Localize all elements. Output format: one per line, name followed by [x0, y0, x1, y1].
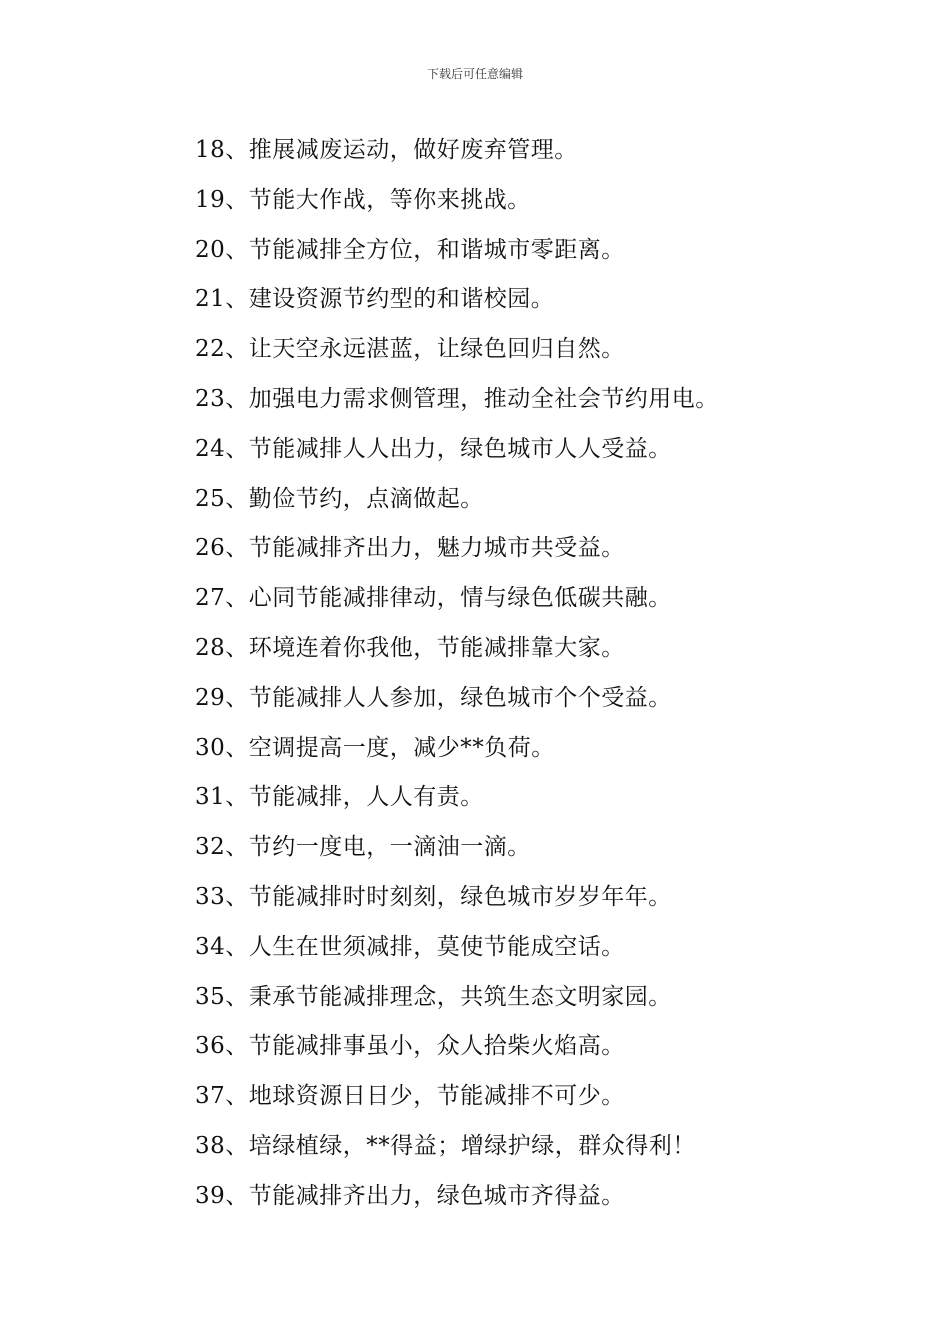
- item-text: 节能减排全方位，和谐城市零距离。: [248, 236, 625, 263]
- list-item: [195, 877, 915, 927]
- item-separator: 、: [225, 585, 249, 612]
- list-item: [195, 1076, 915, 1126]
- list-item: [195, 1176, 915, 1226]
- item-number: 37: [195, 1083, 226, 1110]
- list-item: [195, 678, 915, 728]
- item-separator: 、: [225, 1033, 249, 1060]
- item-text: 节能减排，人人有责。: [248, 784, 484, 811]
- item-number: 32: [195, 834, 226, 861]
- slogan-list: [195, 130, 915, 1226]
- item-separator: 、: [225, 186, 249, 213]
- item-text: 空调提高一度，减少**负荷。: [248, 734, 555, 761]
- item-text: 加强电力需求侧管理，推动全社会节约用电。: [248, 385, 719, 412]
- item-separator: 、: [225, 535, 249, 562]
- item-text: 勤俭节约，点滴做起。: [248, 485, 484, 512]
- item-number: 28: [195, 634, 226, 661]
- list-item: [195, 528, 915, 578]
- item-separator: 、: [225, 385, 249, 412]
- list-item: [195, 927, 915, 977]
- item-separator: 、: [225, 983, 249, 1010]
- list-item: [195, 230, 915, 280]
- item-separator: 、: [225, 1083, 249, 1110]
- item-text: 节能减排齐出力，魅力城市共受益。: [248, 535, 625, 562]
- item-text: 心同节能减排律动，情与绿色低碳共融。: [248, 585, 672, 612]
- item-number: 18: [195, 137, 226, 163]
- item-number: 33: [195, 883, 226, 910]
- item-text: 节能减排人人参加，绿色城市个个受益。: [248, 684, 672, 711]
- item-text: 让天空永远湛蓝，让绿色回归自然。: [248, 336, 625, 363]
- list-item: [195, 329, 915, 379]
- item-separator: 、: [225, 435, 249, 462]
- list-item: [195, 1126, 915, 1176]
- page-header: 下载后可任意编辑: [426, 67, 523, 81]
- item-number: 36: [195, 1033, 226, 1060]
- item-number: 19: [195, 186, 226, 213]
- list-item: [195, 180, 915, 230]
- item-number: 20: [195, 236, 226, 263]
- item-number: 30: [195, 734, 226, 761]
- item-separator: 、: [225, 834, 249, 861]
- item-text: 节能减排事虽小，众人拾柴火焰高。: [248, 1033, 625, 1060]
- item-separator: 、: [225, 137, 249, 163]
- item-number: 31: [195, 784, 226, 811]
- item-number: 23: [195, 385, 226, 412]
- item-text: 推展减废运动，做好废弃管理。: [248, 137, 578, 163]
- item-number: 34: [195, 933, 226, 960]
- list-item: [195, 479, 915, 529]
- item-number: 38: [195, 1132, 226, 1159]
- item-separator: 、: [225, 1132, 249, 1159]
- item-text: 秉承节能减排理念，共筑生态文明家园。: [248, 983, 672, 1010]
- item-separator: 、: [225, 236, 249, 263]
- item-separator: 、: [225, 336, 249, 363]
- item-number: 24: [195, 435, 226, 462]
- item-separator: 、: [225, 784, 249, 811]
- item-number: 27: [195, 585, 226, 612]
- list-item: [195, 628, 915, 678]
- item-text: 节约一度电，一滴油一滴。: [248, 834, 531, 861]
- item-text: 地球资源日日少，节能减排不可少。: [248, 1083, 625, 1110]
- item-text: 建设资源节约型的和谐校园。: [248, 286, 555, 313]
- list-item: [195, 1026, 915, 1076]
- list-item: [195, 777, 915, 827]
- list-item: [195, 130, 915, 180]
- item-separator: 、: [225, 1182, 249, 1209]
- item-text: 节能大作战，等你来挑战。: [248, 186, 531, 213]
- list-item: [195, 279, 915, 329]
- item-separator: 、: [225, 684, 249, 711]
- item-number: 26: [195, 535, 226, 562]
- item-number: 22: [195, 336, 226, 363]
- item-separator: 、: [225, 286, 249, 313]
- item-text: 节能减排齐出力，绿色城市齐得益。: [248, 1182, 625, 1209]
- item-separator: 、: [225, 485, 249, 512]
- item-number: 39: [195, 1182, 226, 1209]
- item-text: 培绿植绿，**得益；增绿护绿，群众得利！: [248, 1132, 696, 1159]
- item-text: 节能减排人人出力，绿色城市人人受益。: [248, 435, 672, 462]
- list-item: [195, 977, 915, 1027]
- item-number: 35: [195, 983, 226, 1010]
- item-text: 环境连着你我他，节能减排靠大家。: [248, 634, 625, 661]
- item-separator: 、: [225, 634, 249, 661]
- list-item: [195, 429, 915, 479]
- list-item: [195, 379, 915, 429]
- item-text: 节能减排时时刻刻，绿色城市岁岁年年。: [248, 883, 672, 910]
- item-separator: 、: [225, 933, 249, 960]
- list-item: [195, 827, 915, 877]
- item-separator: 、: [225, 883, 249, 910]
- item-separator: 、: [225, 734, 249, 761]
- item-number: 21: [195, 286, 226, 313]
- list-item: [195, 578, 915, 628]
- item-text: 人生在世须减排，莫使节能成空话。: [248, 933, 625, 960]
- list-item: [195, 728, 915, 778]
- item-number: 29: [195, 684, 226, 711]
- item-number: 25: [195, 485, 226, 512]
